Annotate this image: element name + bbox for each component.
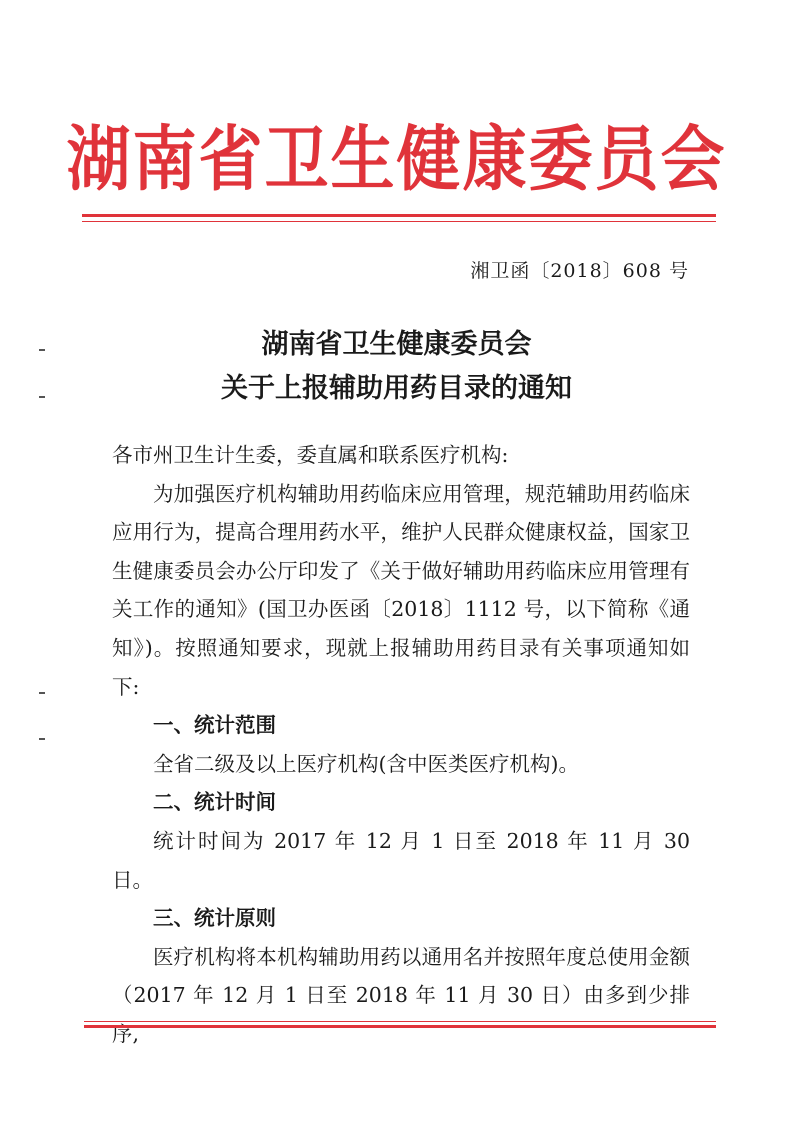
section1-heading: 一、统计范围	[153, 713, 276, 738]
section3-heading: 三、统计原则	[153, 906, 276, 931]
letterhead-red-rule-thin	[82, 221, 716, 222]
intro-paragraph: 为加强医疗机构辅助用药临床应用管理，规范辅助用药临床应用行为，提高合理用药水平，维护人民群众健康权益，国家卫生健康委员会办公厅印发了《关于做好辅助用药临床应用管理有关工作的通知》(国卫办医函〔2018〕1112 号，以下简称《通知》)。按照通知要求，现就上报辅助用药目录有关事项通知如下:	[112, 481, 690, 699]
letterhead-red-rule	[82, 214, 716, 217]
binding-mark	[39, 738, 45, 740]
section2-text: 统计时间为 2017 年 12 月 1 日至 2018 年 11 月 30 日。	[112, 828, 690, 892]
footer-red-rule-thin	[84, 1021, 716, 1022]
notice-title-line1: 湖南省卫生健康委员会	[261, 329, 532, 360]
document-body	[112, 436, 690, 1054]
document-number: 湘卫函〔2018〕608 号	[470, 260, 689, 282]
binding-mark	[39, 396, 45, 398]
section1-text: 全省二级及以上医疗机构(含中医类医疗机构)。	[153, 751, 579, 776]
binding-mark	[39, 692, 45, 694]
letterhead-org-title: 湖南省卫生健康委员会	[66, 118, 727, 202]
section2-heading: 二、统计时间	[153, 790, 276, 815]
salutation: 各市州卫生计生委，委直属和联系医疗机构:	[112, 443, 509, 467]
section3-text: 医疗机构将本机构辅助用药以通用名并按照年度总使用金额（2017 年 12 月 1 日至 2018 年 11 月 30 日）由多到少排序,	[112, 944, 690, 1046]
footer-red-rule	[84, 1025, 716, 1028]
notice-title-line2: 关于上报辅助用药目录的通知	[221, 373, 572, 404]
binding-mark	[39, 349, 45, 351]
